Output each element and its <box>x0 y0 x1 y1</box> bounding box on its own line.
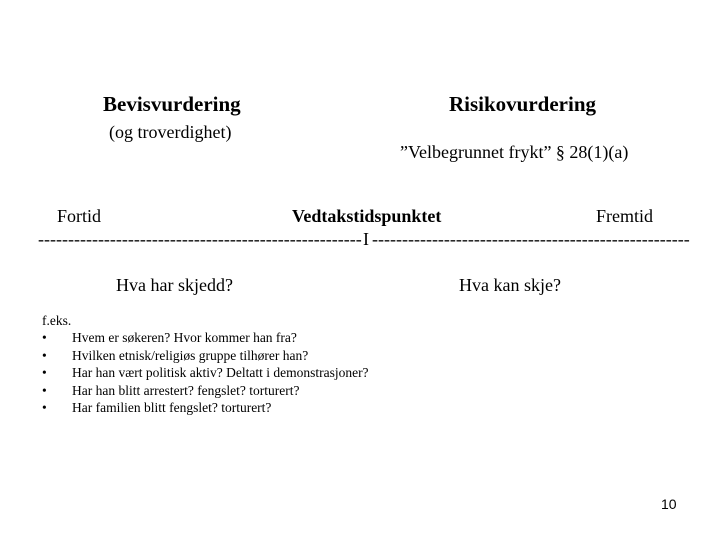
bullet-icon: • <box>42 400 47 416</box>
timeline-right-line: ----------------------------------------------------- <box>372 229 690 249</box>
bullet-icon: • <box>42 365 47 381</box>
timeline-past-label: Fortid <box>57 206 102 226</box>
list-item-text: Hvilken etnisk/religiøs gruppe tilhører han? <box>72 347 309 363</box>
risikovurdering-subtitle: ”Velbegrunnet frykt” § 28(1)(a) <box>400 142 629 162</box>
bullet-icon: • <box>42 330 47 346</box>
examples-list <box>42 312 369 416</box>
list-item <box>42 382 369 399</box>
question-future: Hva kan skje? <box>459 275 561 295</box>
bullet-icon: • <box>42 382 47 398</box>
bevisvurdering-heading: Bevisvurdering <box>103 92 241 116</box>
list-item-text: Har han blitt arrestert? fengslet? torturert? <box>72 382 300 398</box>
risikovurdering-heading: Risikovurdering <box>449 92 597 116</box>
list-item-text: Hvem er søkeren? Hvor kommer han fra? <box>72 330 297 346</box>
question-past: Hva har skjedd? <box>116 275 233 295</box>
page-number: 10 <box>661 496 677 512</box>
timeline-marker: I <box>363 229 369 249</box>
list-item <box>42 364 369 381</box>
examples-intro: f.eks. <box>42 313 72 328</box>
timeline-future-label: Fremtid <box>596 206 653 226</box>
timeline-decision-label: Vedtakstidspunktet <box>292 206 442 226</box>
list-item <box>42 329 369 346</box>
list-item-text: Har han vært politisk aktiv? Deltatt i demonstrasjoner? <box>72 365 369 381</box>
list-item-text: Har familien blitt fengslet? torturert? <box>72 400 272 416</box>
bullet-icon: • <box>42 347 47 363</box>
timeline-left-line: ------------------------------------------------------ <box>38 229 362 249</box>
list-item <box>42 399 369 416</box>
list-item <box>42 347 369 364</box>
bevisvurdering-subtitle: (og troverdighet) <box>109 122 232 142</box>
